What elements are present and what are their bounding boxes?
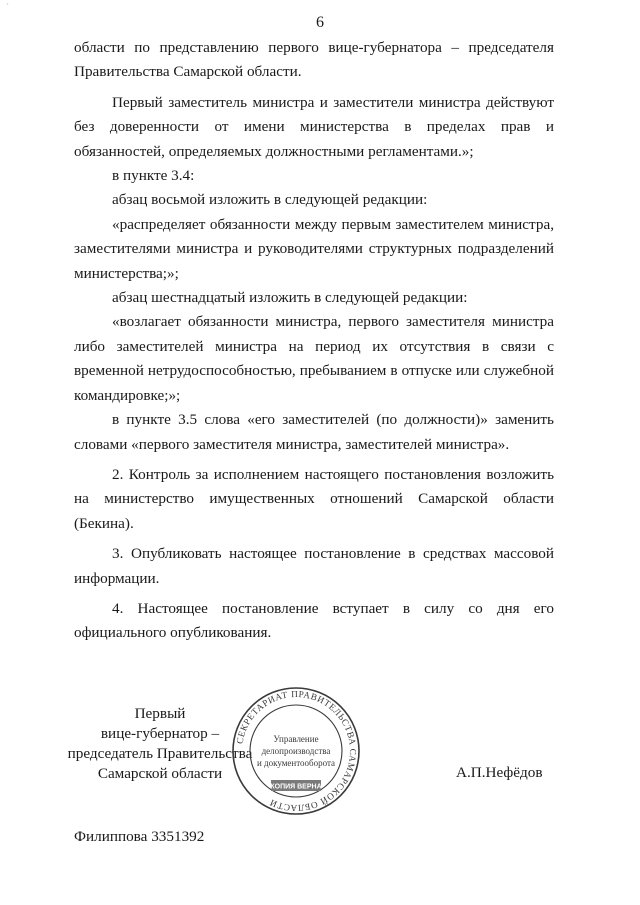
page-number: 6: [316, 14, 324, 31]
seal-center-line-1: Управление: [273, 734, 319, 744]
paragraph-3: в пункте 3.4:: [112, 167, 195, 185]
official-seal-stamp: [231, 686, 361, 816]
paragraph-11: 4. Настоящее постановление вступает в силу со дня его официального опубликования.: [74, 599, 554, 642]
paragraph-10: 3. Опубликовать настоящее постановление в средствах массовой информации.: [74, 545, 554, 587]
seal-center-line-2: делопроизводства: [261, 746, 331, 756]
paragraph-5: «распределяет обязанности между первым заместителем министра, заместителями министра и руководителями структурных подразделений министерства;»;: [74, 215, 554, 282]
paragraph-2: Первый заместитель министра и заместители министра действуют без доверенности от имени министерства в пределах прав и обязанностей, определяемых должностными регламентами.»;: [74, 93, 554, 160]
paragraph-7: «возлагает обязанности министра, первого заместителя министра либо заместителей министра на период их отсутствия в связи с временной нетрудоспособностью, пребыванием в отпуске или служебной командировке;»;: [74, 313, 554, 404]
signer-name: А.П.Нефёдов: [456, 764, 543, 781]
signature-line-2: вице-губернатор –: [100, 725, 220, 742]
document-body: [74, 36, 554, 646]
executor-info: Филиппова 3351392: [74, 828, 205, 845]
paragraph-6: абзац шестнадцатый изложить в следующей редакции:: [112, 289, 468, 307]
paragraph-4: абзац восьмой изложить в следующей редакции:: [112, 191, 428, 209]
signature-position: [60, 704, 260, 784]
paragraph-8: в пункте 3.5 слова «его заместителей (по должности)» заменить словами «первого заместителя министра, заместителей министра».: [74, 411, 554, 453]
signature-line-1: Первый: [134, 705, 186, 722]
seal-ring-text: СЕКРЕТАРИАТ ПРАВИТЕЛЬСТВА САМАРСКОЙ ОБЛАСТИ: [234, 688, 359, 814]
signature-line-3: председатель Правительства: [67, 745, 253, 762]
signature-line-4: Самарской области: [97, 765, 223, 782]
paragraph-9: 2. Контроль за исполнением настоящего постановления возложить на министерство имущественных отношений Самарской области (Бекина).: [74, 465, 554, 532]
corner-mark: `: [6, 2, 9, 12]
paragraph-1: области по представлению первого вице-губернатора – председателя Правительства Самарской области.: [74, 39, 554, 81]
seal-center-line-3: и документооборота: [256, 758, 336, 768]
seal-bottom-text: КОПИЯ ВЕРНА: [270, 783, 322, 791]
